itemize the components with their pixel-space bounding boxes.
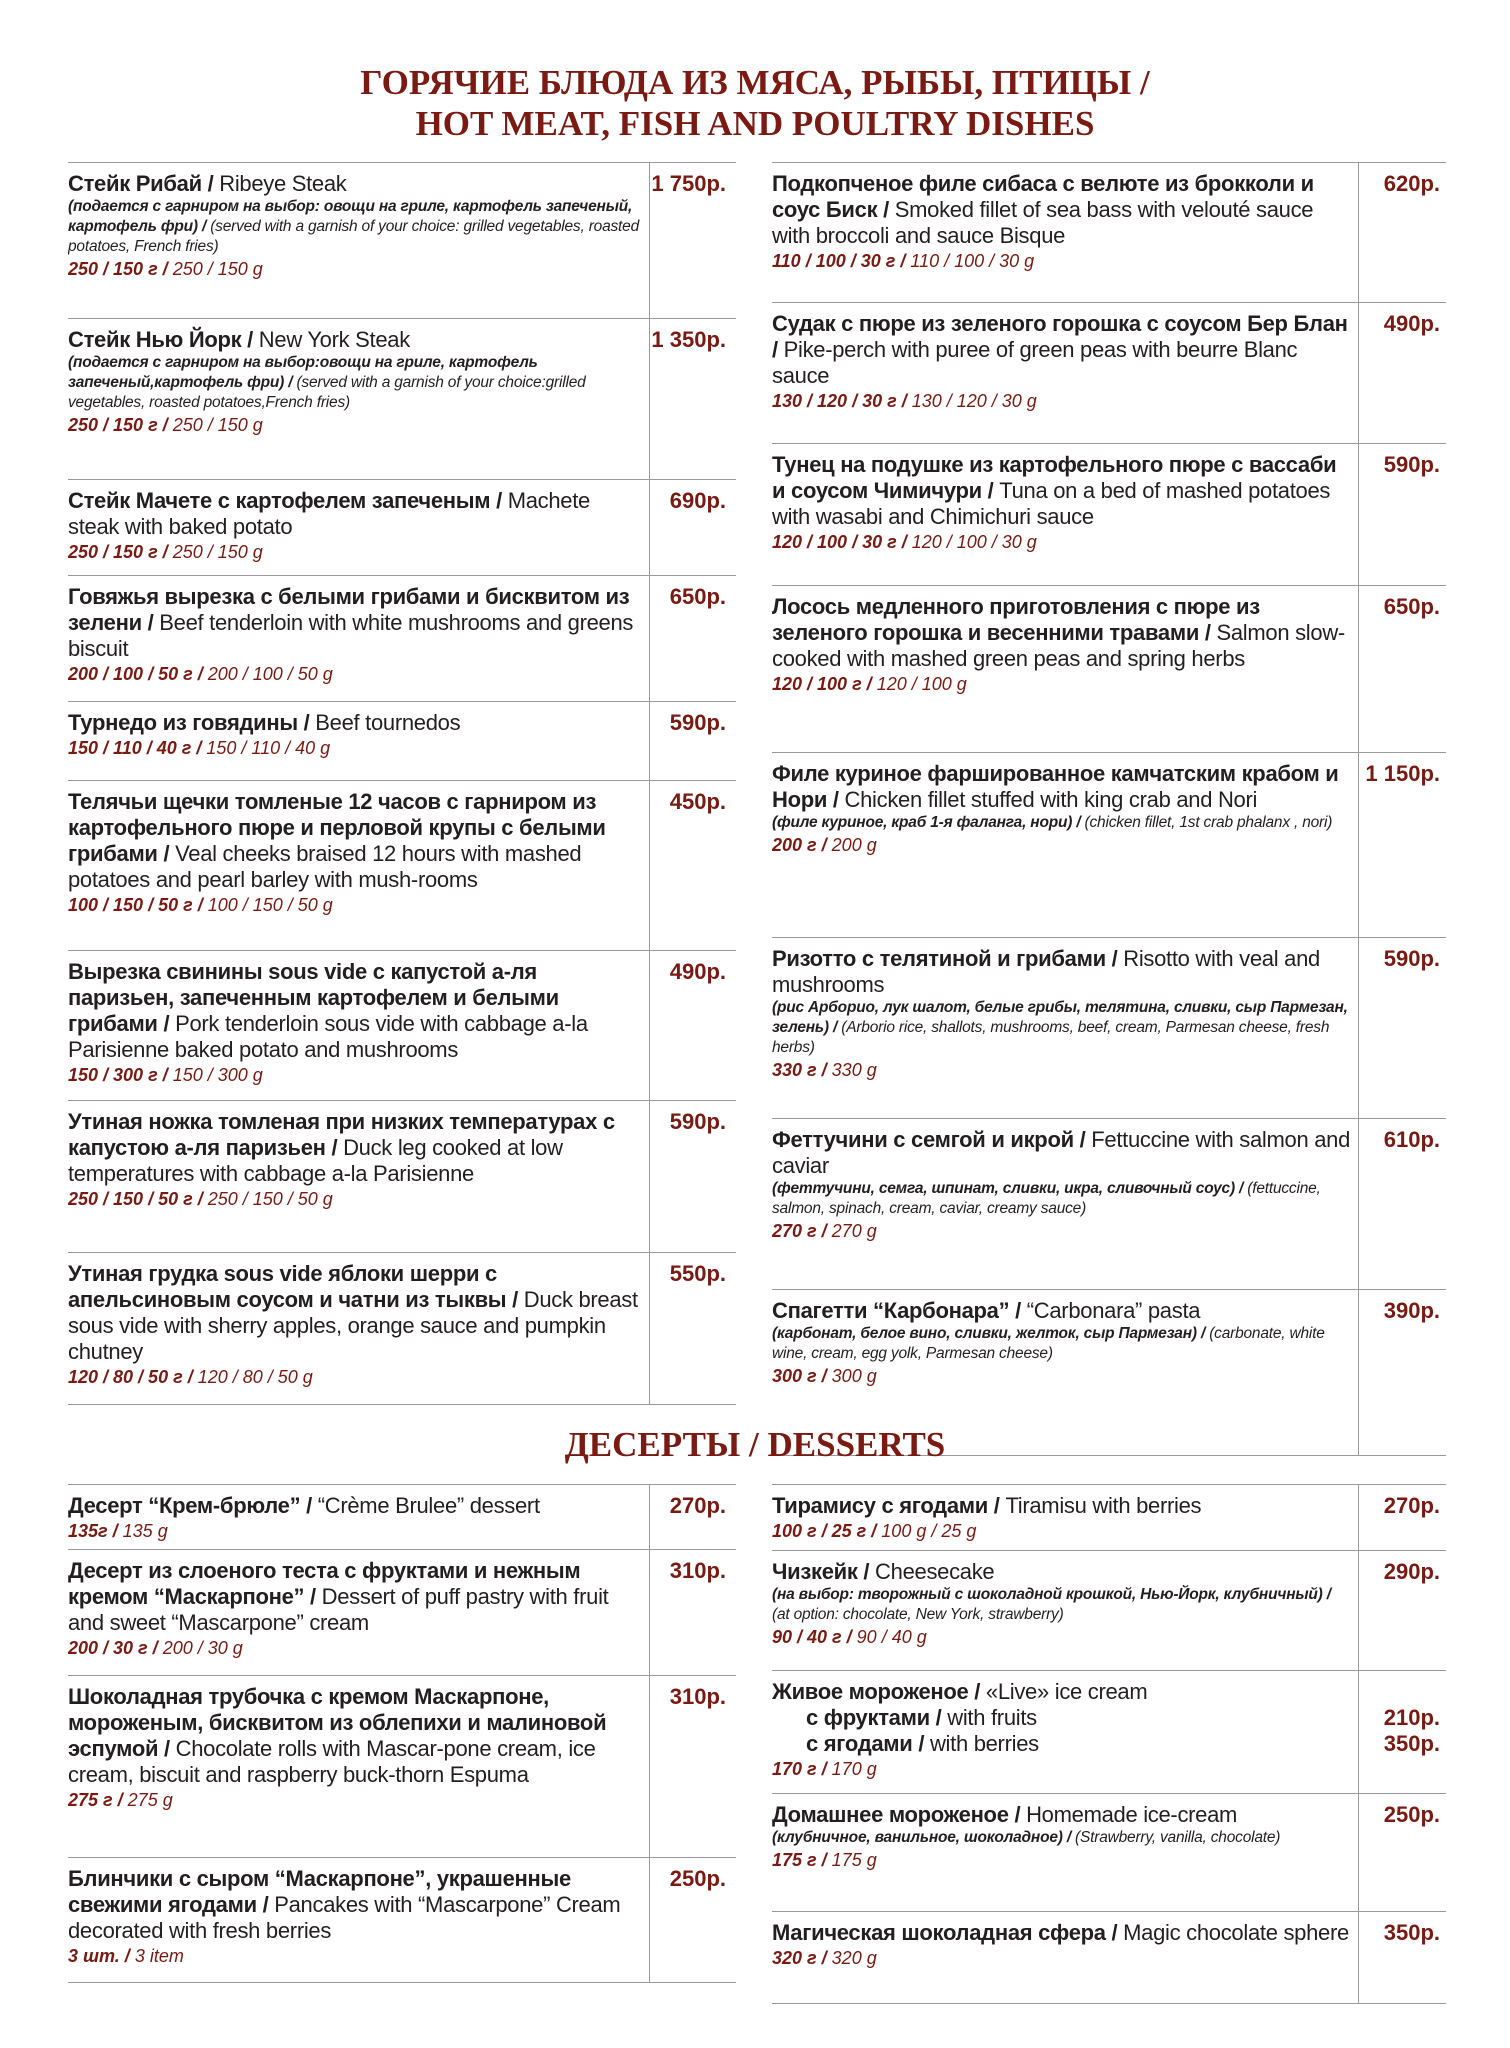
price: 590р.: [1383, 946, 1440, 971]
dish-name: [68, 1684, 643, 1788]
price: 290р.: [1383, 1559, 1440, 1584]
dish-weight: [772, 1848, 1352, 1873]
menu-item-description: [68, 1493, 643, 1544]
dish-name-en: Ribeye Steak: [219, 171, 347, 196]
dish-name-ru: Говяжья вырезка с белыми грибами и бисквитом из зелени /: [68, 584, 630, 635]
menu-item-description: [68, 584, 643, 687]
menu-item-description: [772, 1920, 1352, 1971]
dish-option-en: with fruits: [947, 1705, 1037, 1730]
menu-item-description: [68, 171, 643, 282]
menu-item-description: [772, 761, 1352, 858]
column-divider: [1358, 1671, 1359, 1793]
menu-item: [772, 586, 1446, 753]
menu-item: [772, 1794, 1446, 1912]
dish-note: [772, 813, 1352, 833]
dish-weight-ru: 3 шт. /: [68, 1946, 130, 1966]
column-divider: [1358, 163, 1359, 302]
dish-weight: [68, 1365, 643, 1390]
dish-name-ru: Десерт из слоеного теста с фруктами и нежным кремом “Маскарпоне” /: [68, 1558, 581, 1609]
dish-note-en: (Strawberry, vanilla, chocolate): [1075, 1829, 1281, 1846]
column-divider: [649, 1485, 650, 1549]
dish-weight-en: 120 / 100 g: [876, 674, 967, 694]
dish-option-ru: с ягодами /: [806, 1731, 925, 1756]
dish-note-en: (carbonate, white wine, cream, egg yolk, Parmesan cheese): [772, 1325, 1325, 1362]
dish-name-en: Pancakes with “Mascarpone” Cream decorated with fresh berries: [68, 1892, 621, 1943]
dish-weight: [772, 1058, 1352, 1083]
price: 310р.: [669, 1684, 726, 1709]
dish-option: [772, 1705, 1352, 1731]
menu-item: [772, 1551, 1446, 1671]
dish-note-ru: (феттучини, семга, шпинат, сливки, икра, сливочный соус) /: [772, 1180, 1244, 1197]
dish-note: [68, 353, 643, 413]
dish-weight-en: 150 / 300 g: [172, 1065, 263, 1085]
dish-name-ru: Турнедо из говядины /: [68, 710, 310, 735]
menu-item-description: [68, 327, 643, 438]
dish-weight-en: 330 g: [831, 1060, 877, 1080]
dish-weight: [772, 672, 1352, 697]
dish-weight-ru: 150 / 110 / 40 г /: [68, 738, 202, 758]
dish-name: [772, 1559, 1352, 1585]
dish-weight-en: 320 g: [831, 1948, 877, 1968]
dish-weight: [772, 1946, 1352, 1971]
dish-name: [68, 1109, 643, 1187]
price: 490р.: [669, 959, 726, 984]
menu-item: [68, 1253, 736, 1405]
dish-weight: [772, 1625, 1352, 1650]
dish-name-ru: Подкопченое филе сибаса с велюте из брокколи и соус Биск /: [772, 171, 1314, 222]
dish-note-ru: (клубничное, ванильное, шоколадное) /: [772, 1829, 1071, 1846]
dish-name-en: Duck leg cooked at low temperatures with cabbage a-la Parisienne: [68, 1135, 563, 1186]
menu-item: [772, 303, 1446, 444]
column-divider: [649, 576, 650, 701]
dish-name: [772, 452, 1352, 530]
dish-name: [68, 171, 643, 197]
dish-note-ru: (подается с гарниром на выбор: овощи на гриле, картофель запеченый, картофель фри) /: [68, 198, 633, 235]
dish-weight: [772, 1519, 1352, 1544]
menu-item-description: [772, 594, 1352, 697]
column-divider: [649, 319, 650, 479]
column-divider: [1358, 303, 1359, 443]
desserts-left-column: [68, 1484, 736, 1983]
dish-name: [772, 1920, 1352, 1946]
menu-item-description: [772, 1298, 1352, 1389]
dish-name: [68, 584, 643, 662]
dish-name-ru: Блинчики с сыром “Маскарпоне”, украшенные свежими ягодами /: [68, 1866, 571, 1917]
dish-weight: [68, 1063, 643, 1088]
price: 550р.: [669, 1261, 726, 1286]
dish-note-ru: (карбонат, белое вино, сливки, желток, сыр Пармезан) /: [772, 1325, 1206, 1342]
dish-weight-en: 250 / 150 g: [172, 542, 263, 562]
menu-item-description: [772, 1493, 1352, 1544]
column-divider: [649, 163, 650, 318]
price: 490р.: [1383, 311, 1440, 336]
menu-item-description: [68, 1866, 643, 1969]
price: 350р.: [1383, 1731, 1440, 1756]
price: 620р.: [1383, 171, 1440, 196]
menu-item: [772, 1119, 1446, 1290]
dish-weight: [68, 662, 643, 687]
menu-item: [68, 319, 736, 480]
dish-name-en: Homemade ice-cream: [1026, 1802, 1238, 1827]
dish-weight: [772, 249, 1352, 274]
dish-weight: [772, 530, 1352, 555]
dish-weight-en: 250 / 150 / 50 g: [207, 1189, 333, 1209]
price: 1 750р.: [651, 171, 726, 196]
dish-name: [772, 1298, 1352, 1324]
dish-weight: [68, 736, 643, 761]
dish-note-en: (fettuccine, salmon, spinach, cream, caviar, creamy sauce): [772, 1180, 1321, 1217]
menu-item: [68, 576, 736, 702]
dish-name: [772, 946, 1352, 998]
dish-weight: [68, 1944, 643, 1969]
dish-weight-ru: 110 / 100 / 30 г /: [772, 251, 906, 271]
menu-item: [772, 1671, 1446, 1794]
dish-name: [772, 1679, 1352, 1705]
dish-weight-en: 275 g: [127, 1790, 173, 1810]
menu-item: [68, 951, 736, 1101]
dish-name-ru: Шоколадная трубочка с кремом Маскарпоне, мороженым, бисквитом из облепихи и малиновой эспумой /: [68, 1684, 607, 1761]
dish-weight-en: 270 g: [831, 1221, 877, 1241]
dish-weight-ru: 200 / 30 г /: [68, 1638, 158, 1658]
price: 650р.: [1383, 594, 1440, 619]
column-divider: [1358, 753, 1359, 937]
dish-name-ru: Домашнее мороженое /: [772, 1802, 1021, 1827]
dish-name: [68, 710, 643, 736]
price: 690р.: [669, 488, 726, 513]
dish-note: [772, 1324, 1352, 1364]
dish-weight-en: 130 / 120 / 30 g: [911, 391, 1037, 411]
hot-dishes-right-column: [772, 162, 1446, 1456]
column-divider: [1358, 1551, 1359, 1670]
price: 590р.: [1383, 452, 1440, 477]
dish-name: [68, 789, 643, 893]
desserts-right-column: [772, 1484, 1446, 2004]
menu-item: [68, 781, 736, 951]
dish-name-ru: Феттучини с семгой и икрой /: [772, 1127, 1086, 1152]
menu-item-description: [772, 171, 1352, 274]
dish-name-en: Tuna on a bed of mashed potatoes with wasabi and Chimichuri sauce: [772, 478, 1331, 529]
dish-name-ru: Филе куриное фаршированное камчатским крабом и Нори /: [772, 761, 1339, 812]
dish-option: [772, 1731, 1352, 1757]
dish-weight: [68, 257, 643, 282]
hot-dishes-title-en: HOT MEAT, FISH AND POULTRY DISHES: [415, 104, 1095, 143]
dish-name: [772, 311, 1352, 389]
dish-name-ru: Телячьи щечки томленые 12 часов с гарниром из картофельного пюре и перловой крупы с белыми грибами /: [68, 789, 606, 866]
dish-weight-en: 110 / 100 / 30 g: [910, 251, 1035, 271]
dish-weight-en: 250 / 150 g: [172, 415, 263, 435]
price: 590р.: [669, 1109, 726, 1134]
menu-item: [68, 702, 736, 781]
menu-item: [68, 1101, 736, 1253]
hot-dishes-left-column: [68, 162, 736, 1405]
dish-weight-ru: 250 / 150 / 50 г /: [68, 1189, 203, 1209]
dish-weight-ru: 130 / 120 / 30 г /: [772, 391, 907, 411]
dish-weight: [68, 1519, 643, 1544]
dish-weight-en: 170 g: [831, 1759, 877, 1779]
dish-weight-en: 200 / 100 / 50 g: [207, 664, 333, 684]
menu-item: [772, 753, 1446, 938]
dish-weight-en: 120 / 80 / 50 g: [197, 1367, 313, 1387]
dish-name-en: Beef tournedos: [315, 710, 461, 735]
menu-item-description: [772, 1127, 1352, 1244]
dish-option-ru: с фруктами /: [806, 1705, 942, 1730]
column-divider: [1358, 586, 1359, 752]
dish-weight-ru: 120 / 100 г /: [772, 674, 872, 694]
dish-note-en: (chicken fillet, 1st crab phalanx , nori): [1084, 814, 1333, 831]
dish-weight-ru: 250 / 150 г /: [68, 415, 168, 435]
menu-item: [68, 480, 736, 576]
column-divider: [1358, 1485, 1359, 1550]
menu-item: [68, 1676, 736, 1858]
dish-name-en: “Crème Brulee” dessert: [317, 1493, 540, 1518]
dish-name: [772, 1127, 1352, 1179]
desserts-title: ДЕСЕРТЫ / DESSERTS: [564, 1425, 946, 1464]
menu-item: [68, 1484, 736, 1550]
column-divider: [649, 1676, 650, 1857]
dish-name-en: Cheesecake: [875, 1559, 995, 1584]
dish-name-en: Pork tenderloin sous vide with cabbage a-la Parisienne baked potato and mushrooms: [68, 1011, 588, 1062]
price: 210р.: [1383, 1705, 1440, 1730]
dish-weight-ru: 330 г /: [772, 1060, 827, 1080]
dish-name-en: Risotto with veal and mushrooms: [772, 946, 1320, 997]
dish-note-en: (at option: chocolate, New York, strawberry): [772, 1606, 1064, 1623]
dish-weight-en: 100 g / 25 g: [881, 1521, 977, 1541]
menu-item-description: [772, 946, 1352, 1083]
dish-weight-ru: 135г /: [68, 1521, 118, 1541]
price: 590р.: [669, 710, 726, 735]
dish-weight-ru: 150 / 300 г /: [68, 1065, 168, 1085]
menu-item: [772, 444, 1446, 586]
dish-name: [68, 959, 643, 1063]
dish-weight-en: 150 / 110 / 40 g: [206, 738, 331, 758]
price: 310р.: [669, 1558, 726, 1583]
dish-weight-en: 300 g: [831, 1366, 877, 1386]
dish-note-en: (Arborio rice, shallots, mushrooms, beef, cream, Parmesan cheese, fresh herbs): [772, 1019, 1330, 1056]
dish-name: [68, 488, 643, 540]
dish-note: [772, 1179, 1352, 1219]
menu-item-description: [68, 1261, 643, 1390]
dish-note: [772, 1585, 1352, 1625]
column-divider: [1358, 1912, 1359, 2003]
dish-weight: [68, 1636, 643, 1661]
price: 610р.: [1383, 1127, 1440, 1152]
dish-weight: [68, 1187, 643, 1212]
dish-note: [772, 1828, 1352, 1848]
dish-weight-ru: 250 / 150 г /: [68, 542, 168, 562]
column-divider: [649, 1101, 650, 1252]
dish-name-ru: Живое мороженое /: [772, 1679, 981, 1704]
dish-name-ru: Стейк Нью Йорк /: [68, 327, 253, 352]
menu-item-description: [68, 1109, 643, 1212]
price: 250р.: [1383, 1802, 1440, 1827]
dish-weight-en: 90 / 40 g: [856, 1627, 927, 1647]
dish-name-ru: Чизкейк /: [772, 1559, 870, 1584]
dish-note-en: (served with a garnish of your choice:grilled vegetables, roasted potatoes,French fries): [68, 374, 586, 411]
menu-item: [68, 162, 736, 319]
dish-weight-ru: 90 / 40 г /: [772, 1627, 852, 1647]
dish-weight-ru: 200 г /: [772, 835, 827, 855]
column-divider: [649, 781, 650, 950]
dish-weight-ru: 100 г / 25 г /: [772, 1521, 877, 1541]
price: 390р.: [1383, 1298, 1440, 1323]
dish-weight-ru: 120 / 100 / 30 г /: [772, 532, 907, 552]
dish-name: [68, 1866, 643, 1944]
price: 270р.: [669, 1493, 726, 1518]
dish-name-en: Smoked fillet of sea bass with velouté sauce with broccoli and sauce Bisque: [772, 197, 1314, 248]
menu-item-description: [68, 710, 643, 761]
dish-name-ru: Десерт “Крем-брюле” /: [68, 1493, 312, 1518]
dish-name-ru: Тунец на подушке из картофельного пюре с вассаби и соусом Чимичури /: [772, 452, 1337, 503]
price-group: [1384, 1705, 1440, 1757]
column-divider: [649, 1253, 650, 1404]
column-divider: [1358, 1119, 1359, 1289]
dish-name-en: Duck breast sous vide with sherry apples, orange sauce and pumpkin chutney: [68, 1287, 638, 1364]
dish-name-en: Dessert of puff pastry with fruit and sweet “Mascarpone” cream: [68, 1584, 609, 1635]
dish-weight: [68, 540, 643, 565]
column-divider: [649, 480, 650, 575]
dish-weight: [772, 389, 1352, 414]
dish-weight-ru: 100 / 150 / 50 г /: [68, 895, 203, 915]
menu-item: [68, 1858, 736, 1983]
dish-weight-ru: 170 г /: [772, 1759, 827, 1779]
menu-item: [68, 1550, 736, 1676]
dish-name-ru: Магическая шоколадная сфера /: [772, 1920, 1118, 1945]
price: 270р.: [1383, 1493, 1440, 1518]
column-divider: [649, 951, 650, 1100]
menu-item-description: [68, 959, 643, 1088]
menu-item: [772, 938, 1446, 1119]
column-divider: [649, 702, 650, 780]
dish-weight-en: 200 g: [831, 835, 877, 855]
dish-name-ru: Стейк Мачете с картофелем запеченым /: [68, 488, 502, 513]
dish-note-en: (served with a garnish of your choice: grilled vegetables, roasted potatoes, French fries): [68, 218, 639, 255]
dish-name-ru: Вырезка свинины sous vide с капустой а-ля паризьен, запеченным картофелем и белыми грибами /: [68, 959, 559, 1036]
column-divider: [1358, 938, 1359, 1118]
dish-name-ru: Тирамису с ягодами /: [772, 1493, 1000, 1518]
column-divider: [1358, 444, 1359, 585]
dish-option-en: with berries: [929, 1731, 1039, 1756]
menu-item-description: [68, 488, 643, 565]
dish-name: [772, 1493, 1352, 1519]
dish-weight: [68, 1788, 643, 1813]
price: 650р.: [669, 584, 726, 609]
menu-item-description: [68, 789, 643, 918]
dish-name: [68, 1493, 643, 1519]
dish-name-en: Beef tenderloin with white mushrooms and greens biscuit: [68, 610, 634, 661]
menu-item-description: [772, 1679, 1352, 1782]
dish-name-en: “Carbonara” pasta: [1026, 1298, 1201, 1323]
dish-note-ru: (филе куриное, краб 1-я фаланга, нори) /: [772, 814, 1081, 831]
dish-name-ru: Лосось медленного приготовления с пюре из зеленого горошка и весенними травами /: [772, 594, 1260, 645]
dish-name-en: Pike-perch with puree of green peas with beurre Blanc sauce: [772, 337, 1298, 388]
dish-note: [772, 998, 1352, 1058]
dish-name-ru: Стейк Рибай /: [68, 171, 214, 196]
dish-name-en: Chocolate rolls with Mascar-pone cream, ice cream, biscuit and raspberry buck-thorn Espuma: [68, 1736, 596, 1787]
column-divider: [1358, 1794, 1359, 1911]
dish-name: [68, 327, 643, 353]
menu-item-description: [68, 1684, 643, 1813]
dish-name: [68, 1261, 643, 1365]
dish-weight-en: 3 item: [134, 1946, 184, 1966]
dish-note-ru: (подается с гарниром на выбор:овощи на гриле, картофель запеченый,картофель фри) /: [68, 354, 538, 391]
price: 250р.: [669, 1866, 726, 1891]
column-divider: [649, 1858, 650, 1982]
dish-name-ru: Спагетти “Карбонара” /: [772, 1298, 1021, 1323]
dish-weight-ru: 300 г /: [772, 1366, 827, 1386]
hot-dishes-title-ru: ГОРЯЧИЕ БЛЮДА ИЗ МЯСА, РЫБЫ, ПТИЦЫ /: [360, 63, 1150, 102]
dish-name-en: Chicken fillet stuffed with king crab and Nori: [844, 787, 1258, 812]
dish-weight: [68, 413, 643, 438]
menu-item-description: [772, 1802, 1352, 1873]
dish-weight: [68, 893, 643, 918]
price: 350р.: [1383, 1920, 1440, 1945]
column-divider: [649, 1550, 650, 1675]
dish-name: [772, 594, 1352, 672]
price: 1 350р.: [651, 327, 726, 352]
dish-name: [772, 761, 1352, 813]
dish-name-en: Tiramisu with berries: [1005, 1493, 1202, 1518]
dish-name-ru: Утиная ножка томленая при низких температурах с капустою а-ля паризьен /: [68, 1109, 615, 1160]
dish-name: [68, 1558, 643, 1636]
dish-weight: [772, 1757, 1352, 1782]
menu-item-description: [68, 1558, 643, 1661]
dish-weight-en: 135 g: [122, 1521, 168, 1541]
dish-name-en: Veal cheeks braised 12 hours with mashed potatoes and pearl barley with mush-rooms: [68, 841, 582, 892]
dish-name-ru: Судак с пюре из зеленого горошка с соусом Бер Блан /: [772, 311, 1348, 362]
dish-weight-en: 200 / 30 g: [162, 1638, 243, 1658]
dish-name-en: Magic chocolate sphere: [1123, 1920, 1349, 1945]
dish-name-en: New York Steak: [258, 327, 410, 352]
menu-item: [772, 162, 1446, 303]
dish-name-en: Fettuccine with salmon and caviar: [772, 1127, 1351, 1178]
dish-name: [772, 171, 1352, 249]
price: 1 150р.: [1365, 761, 1440, 786]
dish-name-ru: Утиная грудка sous vide яблоки шерри с апельсиновым соусом и чатни из тыквы /: [68, 1261, 518, 1312]
dish-note: [68, 197, 643, 257]
dish-weight-ru: 275 г /: [68, 1790, 123, 1810]
dish-weight-en: 250 / 150 g: [172, 259, 263, 279]
dish-note-ru: (на выбор: творожный с шоколадной крошкой, Нью-Йорк, клубничный) /: [772, 1586, 1331, 1603]
hot-dishes-title: [0, 62, 1510, 144]
dish-weight-ru: 175 г /: [772, 1850, 827, 1870]
dish-weight: [772, 1364, 1352, 1389]
dish-weight-ru: 200 / 100 / 50 г /: [68, 664, 203, 684]
dish-weight-en: 175 g: [831, 1850, 877, 1870]
dish-weight-ru: 320 г /: [772, 1948, 827, 1968]
dish-weight-en: 120 / 100 / 30 g: [911, 532, 1037, 552]
dish-weight: [772, 1219, 1352, 1244]
dish-note-ru: (рис Арборио, лук шалот, белые грибы, телятина, сливки, сыр Пармезан, зелень) /: [772, 999, 1348, 1036]
price: 450р.: [669, 789, 726, 814]
dish-name-en: Machete steak with baked potato: [68, 488, 590, 539]
dish-name-en: Salmon slow-cooked with mashed green peas and spring herbs: [772, 620, 1345, 671]
dish-name-en: «Live» ice cream: [985, 1679, 1148, 1704]
menu-item-description: [772, 1559, 1352, 1650]
dish-name: [772, 1802, 1352, 1828]
dish-name-ru: Ризотто с телятиной и грибами /: [772, 946, 1118, 971]
dish-weight-ru: 250 / 150 г /: [68, 259, 168, 279]
dish-weight-ru: 270 г /: [772, 1221, 827, 1241]
menu-item: [772, 1912, 1446, 2004]
dish-weight-en: 100 / 150 / 50 g: [207, 895, 333, 915]
menu-item-description: [772, 452, 1352, 555]
dish-weight-ru: 120 / 80 / 50 г /: [68, 1367, 193, 1387]
dish-weight: [772, 833, 1352, 858]
menu-item-description: [772, 311, 1352, 414]
menu-item: [772, 1484, 1446, 1551]
